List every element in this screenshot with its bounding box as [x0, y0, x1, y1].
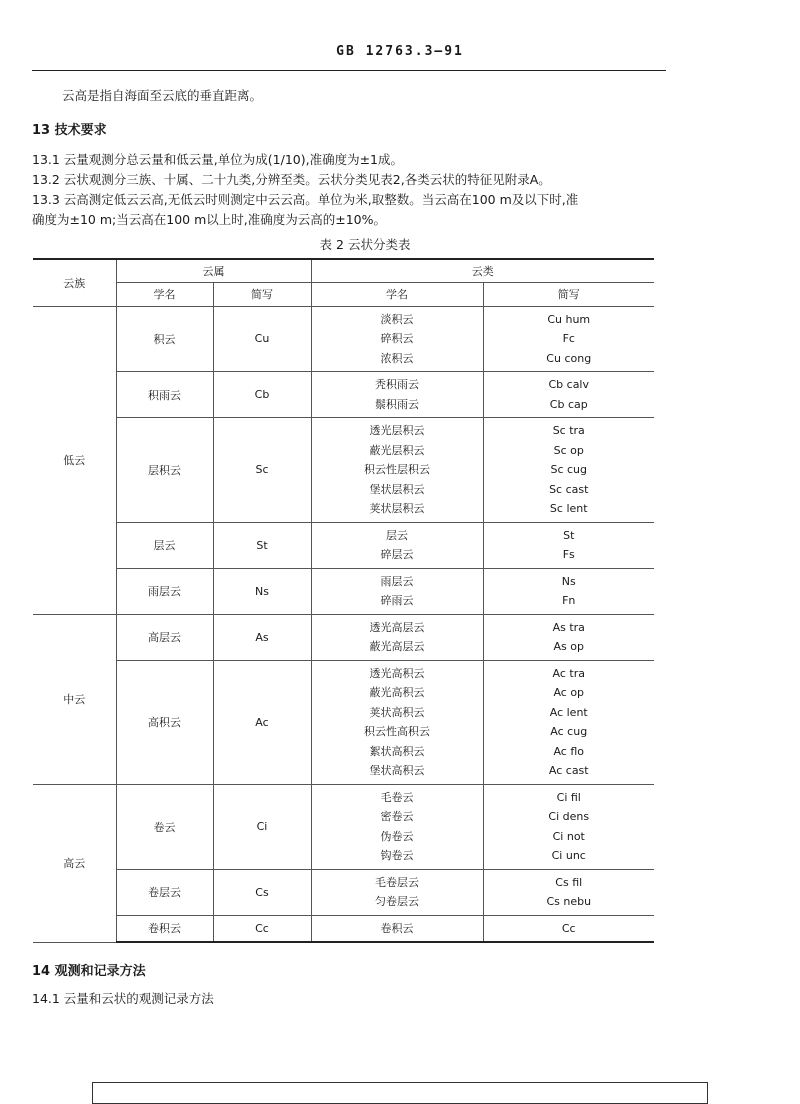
species-abbr: Ci dens	[548, 810, 590, 823]
species-abbr: Ac op	[553, 686, 585, 699]
species-name: 淡积云	[380, 312, 414, 326]
genus-name-cell: 层云	[116, 522, 213, 568]
genus-abbr-cell: Cs	[213, 869, 311, 915]
species-name: 秃积雨云	[375, 378, 419, 391]
paragraph-13-1: 13.1 云量观测分总云量和低云量,单位为成(1/10),准确度为±1成。	[32, 152, 404, 167]
species-name-cell	[311, 660, 483, 784]
genus-name-cell: 高层云	[116, 614, 213, 660]
species-name: 鬃积雨云	[375, 397, 419, 411]
species-abbr-cell	[483, 306, 654, 372]
genus-name-cell: 雨层云	[116, 568, 213, 614]
species-name: 荚状高积云	[369, 705, 425, 719]
species-abbr-cell	[483, 372, 654, 418]
species-abbr: Sc lent	[549, 502, 588, 515]
genus-name-cell: 卷云	[116, 784, 213, 869]
genus-row	[33, 660, 654, 784]
species-abbr: Ac tra	[552, 666, 585, 680]
species-name: 层云	[386, 528, 408, 542]
family-cell: 低云	[33, 306, 116, 614]
header-species-abbr: 简写	[483, 282, 654, 306]
genus-abbr-cell: Cc	[213, 915, 311, 942]
species-abbr: Cs nebu	[546, 895, 592, 908]
species-abbr-cell	[483, 660, 654, 784]
genus-row	[33, 784, 654, 869]
species-abbr: Fs	[562, 548, 575, 561]
species-abbr: Cu cong	[546, 351, 592, 365]
section-13-title: 13 技术要求	[32, 123, 107, 138]
genus-name-cell: 积雨云	[116, 372, 213, 418]
species-name-cell	[311, 418, 483, 523]
intro-paragraph: 云高是指自海面至云底的垂直距离。	[62, 88, 263, 103]
species-abbr: Fc	[562, 332, 575, 345]
paragraph-14-1: 14.1 云量和云状的观测记录方法	[32, 991, 214, 1006]
species-abbr: Cb cap	[549, 397, 588, 411]
species-name: 积云性高积云	[364, 725, 430, 738]
species-abbr-cell	[483, 568, 654, 614]
family-cell: 高云	[33, 784, 116, 942]
genus-row	[33, 418, 654, 523]
species-abbr-cell	[483, 614, 654, 660]
paragraph-13-3-line2: 确度为±10 m;当云高在100 m以上时,准确度为云高的±10%。	[32, 212, 386, 227]
species-abbr: Ac flo	[553, 744, 585, 758]
genus-abbr-cell: As	[213, 614, 311, 660]
cloud-classification-table	[33, 258, 654, 943]
genus-name-cell: 层积云	[116, 418, 213, 523]
species-abbr-cell	[483, 784, 654, 869]
species-abbr-cell	[483, 869, 654, 915]
paragraph-13-3-line1: 13.3 云高测定低云云高,无低云时则测定中云云高。单位为米,取整数。当云高在100 m及以下时,准	[32, 192, 579, 207]
species-name: 匀卷层云	[375, 895, 419, 908]
genus-abbr-cell: St	[213, 522, 311, 568]
species-abbr: St	[563, 528, 575, 542]
species-abbr: Ci fil	[556, 790, 581, 804]
species-name: 荚状层积云	[369, 502, 425, 515]
species-name: 透光层积云	[369, 424, 425, 437]
species-name-cell	[311, 869, 483, 915]
header-rule	[32, 70, 666, 71]
species-name: 蔽光高积云	[369, 686, 425, 699]
species-name: 毛卷云	[380, 790, 414, 804]
species-abbr: Ac lent	[549, 705, 588, 719]
species-abbr: Sc cug	[550, 463, 588, 476]
species-name: 堡状高积云	[369, 764, 425, 777]
genus-name-cell: 卷层云	[116, 869, 213, 915]
species-name: 伪卷云	[380, 829, 414, 843]
species-abbr: As tra	[552, 620, 585, 634]
species-abbr: Ns	[561, 574, 576, 588]
species-abbr: As op	[553, 640, 584, 653]
species-name-cell	[311, 372, 483, 418]
species-abbr: Fn	[562, 594, 576, 607]
genus-row	[33, 614, 654, 660]
family-cell: 中云	[33, 614, 116, 784]
species-name: 碎层云	[380, 548, 414, 561]
species-name: 浓积云	[380, 351, 414, 365]
genus-name-cell: 高积云	[116, 660, 213, 784]
paragraph-13-2: 13.2 云状观测分三族、十属、二十九类,分辨至类。云状分类见表2,各类云状的特征见附录A。	[32, 172, 551, 187]
header-genus-abbr: 简写	[213, 282, 311, 306]
species-name: 蔽光高层云	[369, 640, 425, 653]
species-name: 透光高层云	[369, 620, 425, 634]
header-species-name: 学名	[311, 282, 483, 306]
genus-row	[33, 915, 654, 942]
genus-row	[33, 372, 654, 418]
species-name: 堡状层积云	[369, 482, 425, 496]
species-abbr-cell	[483, 522, 654, 568]
genus-abbr-cell: Ns	[213, 568, 311, 614]
table-caption: 表 2 云状分类表	[319, 237, 411, 252]
species-abbr-cell	[483, 418, 654, 523]
species-name: 钩卷云	[380, 849, 414, 862]
species-name: 毛卷层云	[375, 875, 419, 889]
species-abbr: Cb calv	[548, 378, 589, 391]
section-14-title: 14 观测和记录方法	[32, 964, 146, 979]
species-name: 碎雨云	[380, 594, 414, 607]
species-name-cell	[311, 306, 483, 372]
genus-row	[33, 522, 654, 568]
species-name: 卷积云	[380, 921, 414, 935]
species-name: 透光高积云	[369, 666, 425, 680]
species-name-cell	[311, 522, 483, 568]
species-abbr-cell	[483, 915, 654, 942]
genus-row	[33, 568, 654, 614]
species-abbr: Cs fil	[555, 875, 583, 889]
genus-name-cell: 积云	[116, 306, 213, 372]
species-abbr: Ac cast	[548, 764, 589, 777]
header-genus: 云属	[116, 259, 311, 282]
species-name-cell	[311, 614, 483, 660]
genus-row	[33, 306, 654, 372]
species-name-cell	[311, 915, 483, 942]
genus-abbr-cell: Ci	[213, 784, 311, 869]
species-name-cell	[311, 784, 483, 869]
header-genus-name: 学名	[116, 282, 213, 306]
genus-row	[33, 869, 654, 915]
cloud-table-body	[33, 306, 654, 942]
species-abbr: Ac cug	[550, 725, 588, 738]
species-abbr: Sc cast	[549, 482, 589, 496]
species-name: 积云性层积云	[364, 463, 430, 476]
species-name: 絮状高积云	[369, 744, 425, 758]
species-name-cell	[311, 568, 483, 614]
header-family: 云族	[33, 259, 116, 306]
genus-abbr-cell: Sc	[213, 418, 311, 523]
genus-abbr-cell: Ac	[213, 660, 311, 784]
document-header: GB 12763.3—91	[336, 44, 464, 59]
species-abbr: Ci not	[552, 829, 585, 843]
species-name: 蔽光层积云	[369, 443, 425, 457]
genus-name-cell: 卷积云	[116, 915, 213, 942]
bottom-frame	[92, 1082, 708, 1104]
species-abbr: Sc tra	[552, 424, 585, 437]
species-abbr: Cu hum	[547, 312, 591, 326]
species-abbr: Cc	[561, 921, 576, 935]
species-name: 碎积云	[380, 332, 414, 345]
genus-abbr-cell: Cu	[213, 306, 311, 372]
species-name: 密卷云	[380, 810, 414, 823]
species-abbr: Ci unc	[551, 849, 586, 862]
species-name: 雨层云	[380, 574, 414, 588]
header-species: 云类	[311, 259, 654, 282]
genus-abbr-cell: Cb	[213, 372, 311, 418]
species-abbr: Sc op	[553, 443, 584, 457]
